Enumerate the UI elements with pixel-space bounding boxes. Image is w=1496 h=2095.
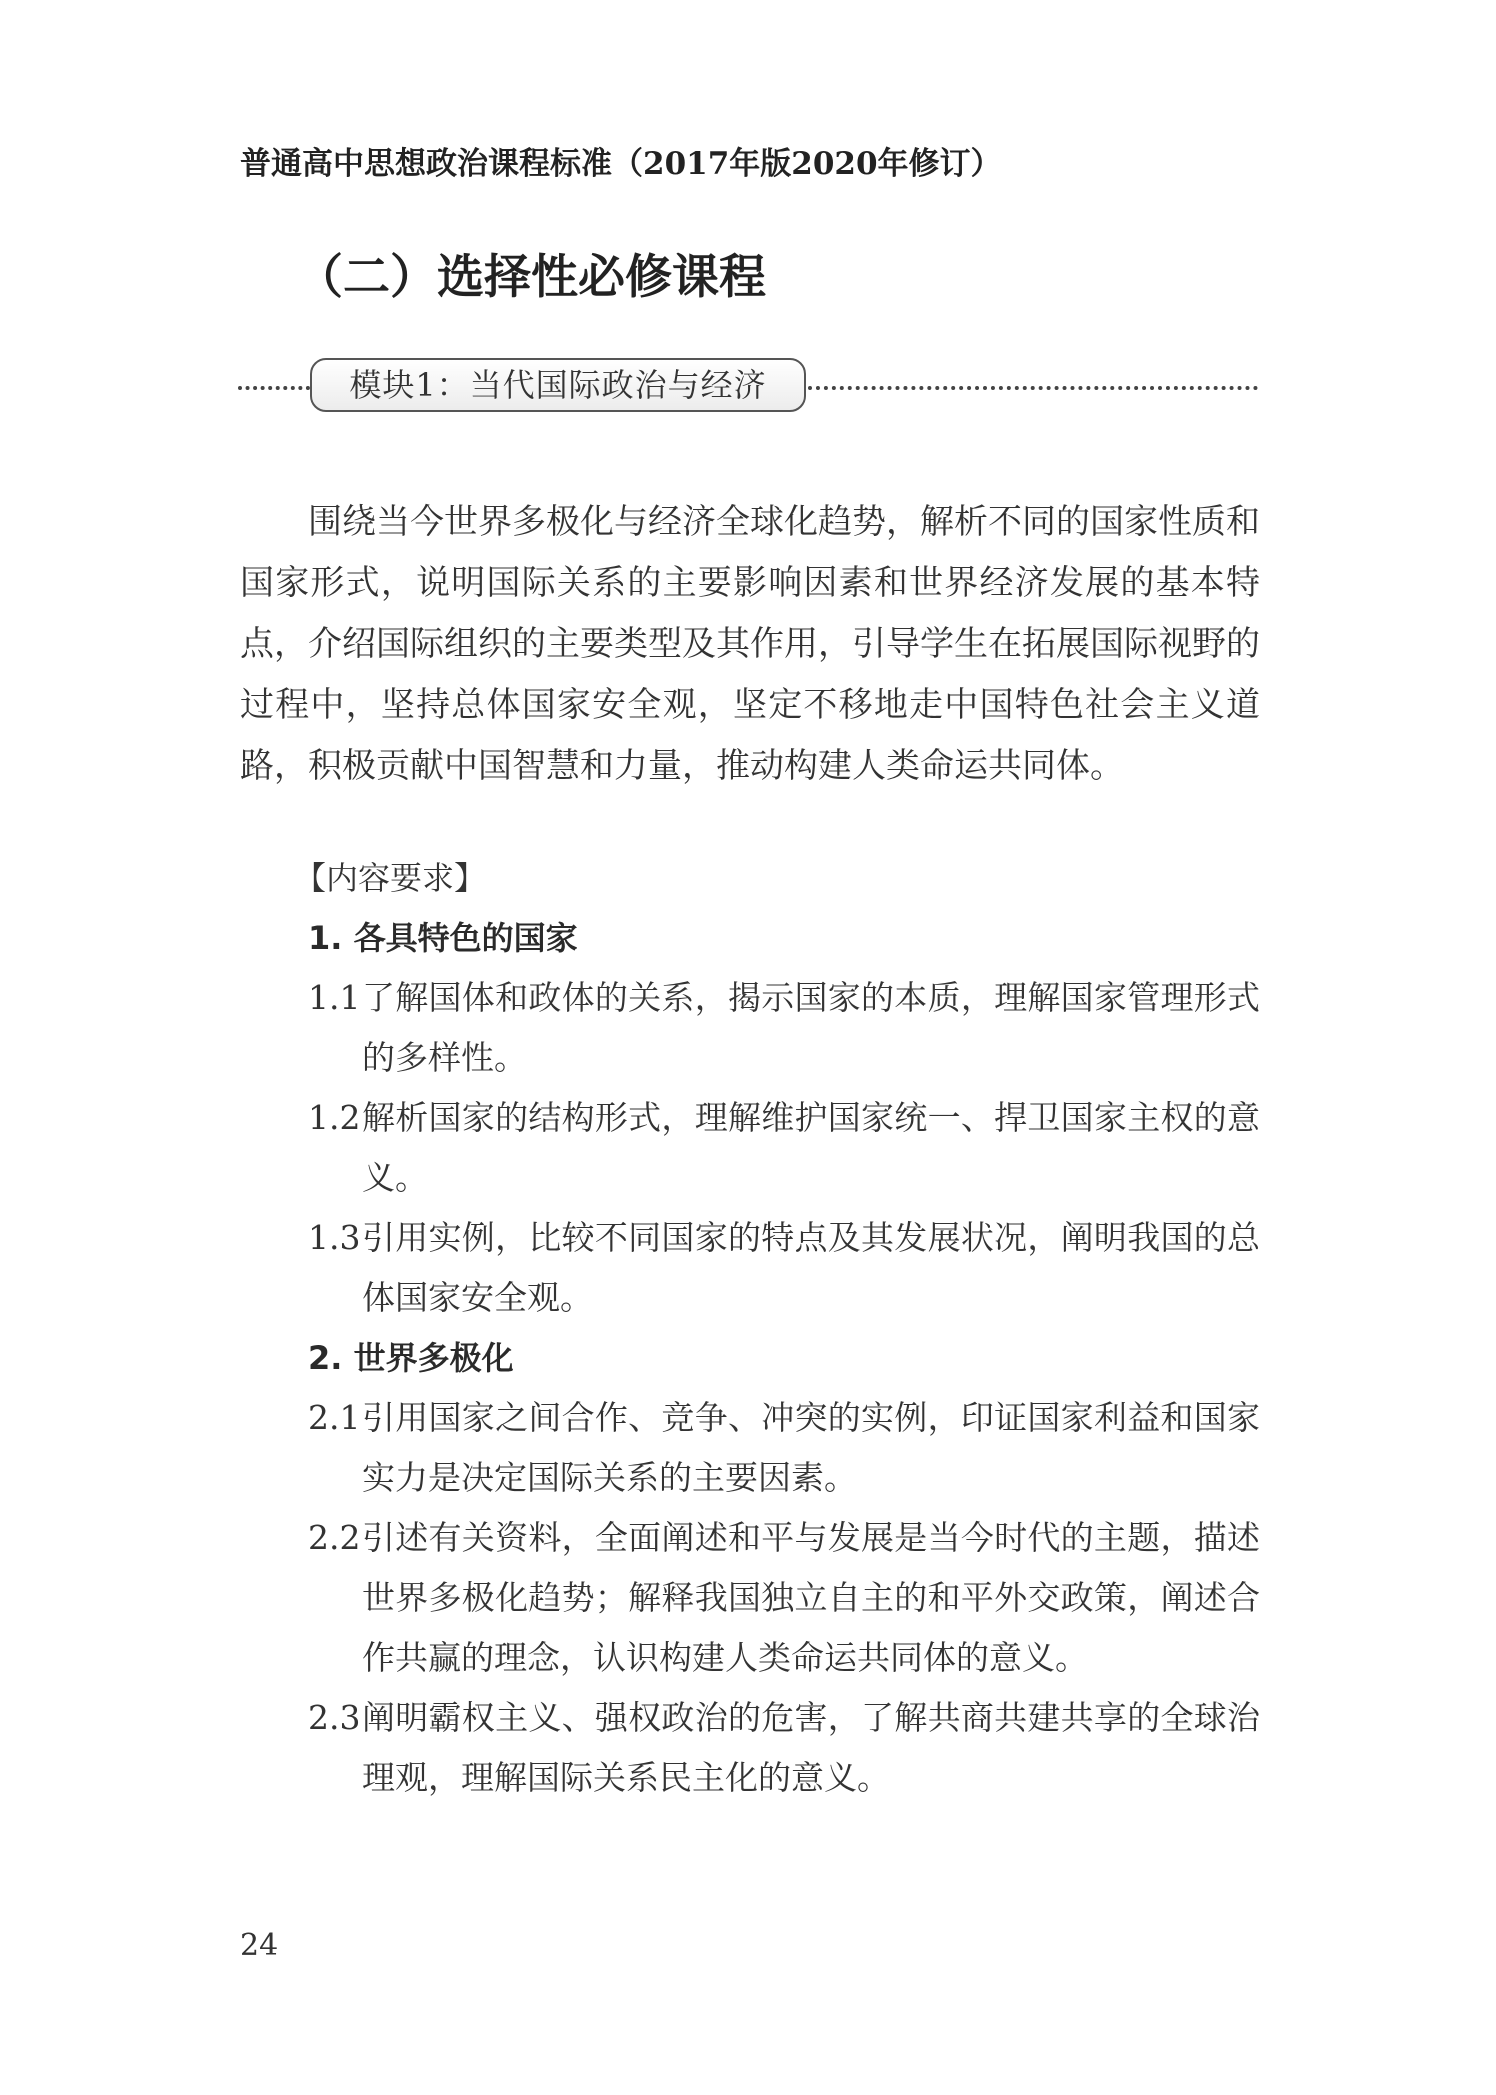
item-number: 2.3	[308, 1698, 361, 1737]
requirement-item	[308, 1088, 1260, 1208]
content-requirements	[240, 848, 1260, 1808]
requirement-item	[308, 1688, 1260, 1808]
running-head: 普通高中思想政治课程标准（2017年版2020年修订）	[240, 146, 1002, 182]
item-number: 1.3	[308, 1218, 361, 1257]
item-text: 引用实例，比较不同国家的特点及其发展状况，阐明我国的总体国家安全观。	[362, 1218, 1260, 1317]
item-text: 解析国家的结构形式，理解维护国家统一、捍卫国家主权的意义。	[362, 1098, 1260, 1197]
page-number: 24	[240, 1928, 279, 1963]
requirement-item	[308, 1508, 1260, 1688]
item-text: 引述有关资料，全面阐述和平与发展是当今时代的主题，描述世界多极化趋势；解释我国独立自主的和平外交政策，阐述合作共赢的理念，认识构建人类命运共同体的意义。	[362, 1518, 1260, 1677]
dotted-rule-left	[238, 386, 310, 390]
requirements-heading: 【内容要求】	[294, 859, 487, 897]
topic-heading: 2. 世界多极化	[308, 1339, 514, 1377]
item-number: 2.1	[308, 1398, 361, 1437]
module-banner	[238, 358, 1258, 414]
item-text: 引用国家之间合作、竞争、冲突的实例，印证国家利益和国家实力是决定国际关系的主要因素。	[362, 1398, 1260, 1497]
item-number: 1.1	[308, 978, 361, 1017]
section-title: （二）选择性必修课程	[296, 250, 766, 305]
module-label: 模块1：当代国际政治与经济	[310, 358, 806, 412]
requirement-item	[308, 1388, 1260, 1508]
topic-heading: 1. 各具特色的国家	[308, 919, 578, 957]
intro-paragraph: 围绕当今世界多极化与经济全球化趋势，解析不同的国家性质和国家形式，说明国际关系的主要影响因素和世界经济发展的基本特点，介绍国际组织的主要类型及其作用，引导学生在拓展国际视野的过程中，坚持总体国家安全观，坚定不移地走中国特色社会主义道路，积极贡献中国智慧和力量，推动构建人类命运共同体。	[240, 502, 1260, 786]
dotted-rule-right	[808, 386, 1258, 390]
item-number: 1.2	[308, 1098, 361, 1137]
item-text: 阐明霸权主义、强权政治的危害，了解共商共建共享的全球治理观，理解国际关系民主化的意义。	[362, 1698, 1260, 1797]
item-text: 了解国体和政体的关系，揭示国家的本质，理解国家管理形式的多样性。	[362, 978, 1260, 1077]
item-number: 2.2	[308, 1518, 361, 1557]
requirement-item	[308, 1208, 1260, 1328]
requirement-item	[308, 968, 1260, 1088]
